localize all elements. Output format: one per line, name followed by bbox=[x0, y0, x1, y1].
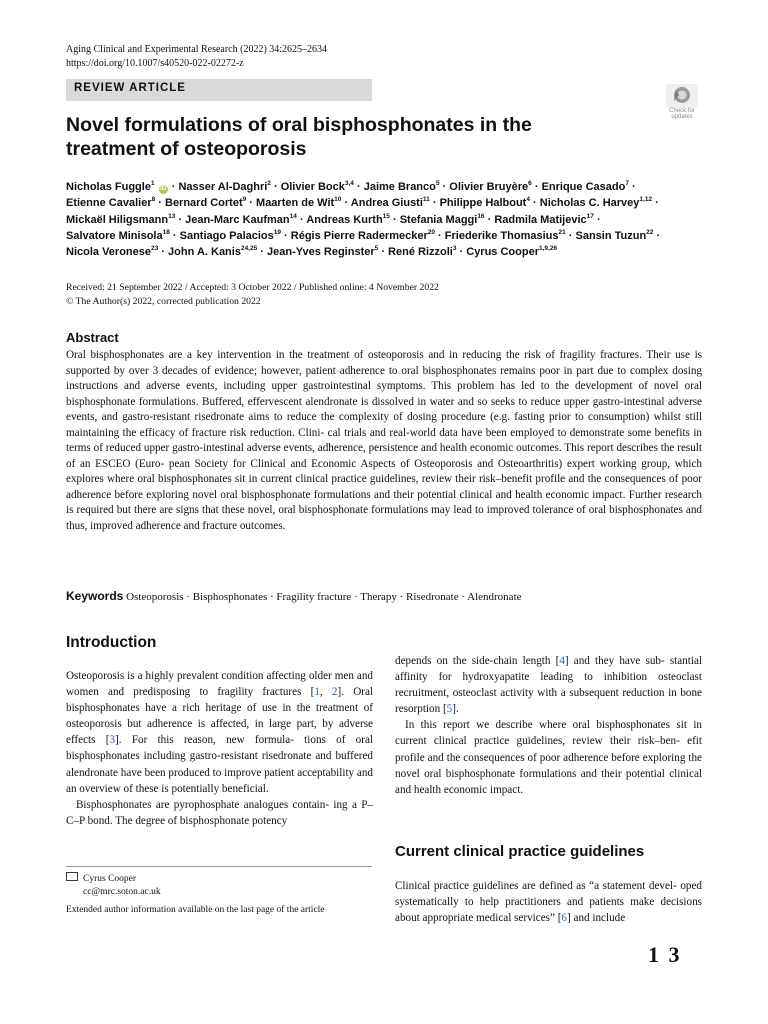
intro-p1-text-d: ]. For this reason, new formula- tions of oral bisphosphonates including gastro-resistant risedronate and buffered alendronate have been produced to improve patient acceptability and an overview of these is potentially beneficial. bbox=[66, 734, 374, 795]
author-affiliation: 14 bbox=[289, 212, 297, 220]
author-separator: · bbox=[158, 246, 169, 259]
author-separator: · bbox=[456, 246, 467, 259]
author-line bbox=[66, 212, 706, 228]
author-name[interactable]: Sansin Tuzun bbox=[575, 229, 647, 242]
author-separator: · bbox=[439, 181, 450, 193]
journal-citation: Aging Clinical and Experimental Research (2022) 34:2625–2634 bbox=[66, 44, 328, 55]
author-separator: · bbox=[296, 213, 307, 226]
check-updates-label bbox=[662, 108, 702, 120]
author-separator: · bbox=[155, 197, 165, 210]
author-name[interactable]: Jaime Branco bbox=[363, 181, 436, 193]
author-list bbox=[66, 179, 706, 260]
author-affiliation: 7 bbox=[625, 180, 629, 187]
intro-p3-text-c: ]. bbox=[452, 703, 459, 716]
author-name[interactable]: Andreas Kurth bbox=[306, 213, 383, 226]
intro-left-column bbox=[66, 668, 373, 829]
author-name[interactable]: Nicholas Fuggle bbox=[66, 181, 151, 193]
author-name[interactable]: Nasser Al-Daghri bbox=[178, 181, 268, 193]
author-affiliation: 19 bbox=[273, 228, 281, 236]
orcid-icon[interactable]: iD bbox=[160, 186, 167, 192]
intro-p3-text-a: depends on the side-chain length [ bbox=[395, 655, 560, 667]
author-separator: · bbox=[565, 229, 576, 242]
author-affiliation: 1,12 bbox=[639, 196, 653, 204]
author-separator: · bbox=[168, 181, 179, 193]
citation-5[interactable]: 5 bbox=[446, 703, 453, 716]
keywords-list: Osteoporosis · Bisphosphonates · Fragility fracture · Therapy · Risedronate · Alendronate bbox=[126, 591, 522, 603]
author-name[interactable]: Régis Pierre Radermecker bbox=[290, 229, 428, 242]
footnote-divider bbox=[66, 866, 372, 867]
author-line bbox=[66, 228, 706, 244]
author-name[interactable]: René Rizzoli bbox=[388, 246, 453, 259]
article-title bbox=[66, 113, 586, 161]
intro-paragraph-1 bbox=[66, 668, 373, 797]
intro-paragraph-3 bbox=[395, 653, 702, 717]
check-updates-icon bbox=[662, 84, 702, 108]
received-dates: Received: 21 September 2022 / Accepted: 3 October 2022 / Published online: 4 November 2022 bbox=[66, 282, 439, 293]
author-affiliation: 23 bbox=[151, 245, 159, 253]
author-name[interactable]: Enrique Casado bbox=[541, 181, 626, 193]
author-affiliation: 1 bbox=[150, 180, 155, 187]
author-separator: · bbox=[169, 229, 180, 242]
author-name[interactable]: Mickaël Hiligsmann bbox=[66, 213, 169, 226]
keywords-label: Keywords bbox=[66, 589, 124, 603]
author-name[interactable]: John A. Kanis bbox=[168, 246, 241, 259]
author-affiliation: 8 bbox=[151, 196, 156, 204]
introduction-heading: Introduction bbox=[66, 634, 157, 651]
author-separator: · bbox=[593, 213, 601, 226]
author-affiliation: 9 bbox=[242, 196, 247, 204]
author-affiliation: 20 bbox=[427, 228, 435, 236]
author-separator: · bbox=[281, 229, 291, 242]
intro-paragraph-4: In this report we describe where oral bisphosphonates sit in current clinical practice guidelines, review their risk–ben- efit profile and the consequences of poor adherence before exploring the novel oral bisphosphonate formulations and their potential clinical and health economic impact. bbox=[395, 719, 702, 796]
author-separator: · bbox=[429, 197, 440, 210]
author-separator: · bbox=[270, 181, 281, 193]
citation-1[interactable]: 1 bbox=[314, 686, 320, 699]
author-separator: · bbox=[628, 181, 636, 193]
author-separator: · bbox=[246, 197, 257, 210]
author-name[interactable]: Olivier Bock bbox=[280, 181, 345, 193]
author-name[interactable]: Jean-Yves Reginster bbox=[267, 246, 375, 259]
author-separator: · bbox=[175, 213, 186, 226]
citation-2[interactable]: 2 bbox=[331, 686, 338, 699]
corresponding-name: Cyrus Cooper bbox=[83, 874, 137, 884]
author-name[interactable]: Olivier Bruyère bbox=[449, 181, 529, 193]
guidelines-text-a: Clinical practice guidelines are defined as “a statement devel- oped systematically to help practitioners and patients make decisions about appropriate medical services” [ bbox=[395, 880, 702, 925]
author-affiliation: 18 bbox=[162, 228, 170, 236]
author-affiliation: 22 bbox=[646, 228, 654, 236]
author-separator: · bbox=[531, 181, 542, 193]
title-line-2: treatment of osteoporosis bbox=[66, 138, 307, 160]
author-separator: · bbox=[652, 197, 659, 210]
author-affiliation: 11 bbox=[422, 196, 430, 204]
author-separator: · bbox=[434, 229, 445, 242]
author-name[interactable]: Andrea Giusti bbox=[350, 197, 423, 210]
author-separator: · bbox=[353, 181, 364, 193]
author-name[interactable]: Etienne Cavalier bbox=[66, 197, 152, 210]
author-line bbox=[66, 195, 706, 211]
guidelines-paragraph bbox=[395, 878, 702, 926]
author-affiliation: 5 bbox=[374, 245, 379, 253]
author-name[interactable]: Maarten de Wit bbox=[256, 197, 335, 210]
guidelines-column bbox=[395, 878, 702, 926]
abstract-heading: Abstract bbox=[66, 330, 119, 345]
article-type-banner bbox=[66, 79, 372, 101]
author-name[interactable]: Philippe Halbout bbox=[439, 197, 527, 210]
doi-link[interactable]: https://doi.org/10.1007/s40520-022-02272-z bbox=[66, 58, 244, 69]
author-affiliation: 21 bbox=[558, 228, 566, 236]
author-affiliation: 2 bbox=[267, 180, 271, 187]
author-separator: · bbox=[529, 197, 540, 210]
author-name[interactable]: Jean-Marc Kaufman bbox=[185, 213, 290, 226]
author-separator: · bbox=[389, 213, 400, 226]
author-name[interactable]: Cyrus Cooper bbox=[466, 246, 539, 259]
citation-3[interactable]: 3 bbox=[109, 734, 116, 747]
publication-dates bbox=[66, 281, 439, 309]
title-line-1: Novel formulations of oral bisphosphonates in the bbox=[66, 114, 532, 136]
author-separator: · bbox=[484, 213, 495, 226]
author-name[interactable]: Salvatore Minisola bbox=[66, 229, 163, 242]
journal-header bbox=[66, 43, 327, 71]
author-affiliation: 4 bbox=[526, 196, 530, 204]
author-affiliation: 5 bbox=[435, 180, 440, 187]
author-separator: · bbox=[257, 246, 268, 259]
corresponding-author bbox=[66, 872, 161, 899]
author-affiliation: 6 bbox=[528, 180, 532, 187]
intro-p1-text-c: ]. Oral bisphosphonates have a rich heritage of use in the treatment of osteoporosis but adherence is affected, in large part, by adverse effects [ bbox=[66, 686, 373, 747]
check-updates-label-2: updates bbox=[671, 114, 693, 120]
author-separator: · bbox=[378, 246, 389, 259]
article-type: REVIEW ARTICLE bbox=[74, 82, 186, 94]
envelope-icon bbox=[66, 872, 78, 881]
springer-page-mark: 1 3 bbox=[648, 942, 682, 967]
author-affiliation: 1,9,26 bbox=[539, 245, 558, 253]
intro-paragraph-2: Bisphosphonates are pyrophosphate analogues contain- ing a P–C–P bond. The degree of bisphosphonate potency bbox=[66, 798, 373, 827]
guidelines-heading: Current clinical practice guidelines bbox=[395, 843, 645, 860]
author-name[interactable]: Radmila Matijevic bbox=[494, 213, 587, 226]
extended-author-note: Extended author information available on the last page of the article bbox=[66, 905, 325, 915]
author-line bbox=[66, 244, 706, 260]
author-name[interactable]: Santiago Palacios bbox=[179, 229, 274, 242]
corresponding-email[interactable]: cc@mrc.soton.ac.uk bbox=[83, 887, 161, 897]
guidelines-text-b: ] and include bbox=[567, 912, 626, 925]
citation-6[interactable]: 6 bbox=[561, 912, 567, 925]
author-separator: · bbox=[653, 229, 661, 242]
check-for-updates-badge[interactable] bbox=[662, 84, 702, 122]
author-affiliation: 24,25 bbox=[240, 245, 258, 253]
author-affiliation: 15 bbox=[382, 212, 390, 220]
author-affiliation: 13 bbox=[168, 212, 176, 220]
check-updates-label-1: Check for bbox=[669, 108, 695, 114]
author-affiliation: 10 bbox=[334, 196, 342, 204]
copyright-notice: © The Author(s) 2022, corrected publication 2022 bbox=[66, 296, 261, 307]
author-name[interactable]: Nicola Veronese bbox=[66, 246, 151, 259]
author-affiliation: 17 bbox=[586, 212, 594, 220]
author-affiliation: 3,4 bbox=[344, 180, 354, 187]
author-name[interactable]: Friederike Thomasius bbox=[444, 229, 559, 242]
intro-right-column bbox=[395, 653, 702, 798]
author-affiliation: 16 bbox=[477, 212, 485, 220]
author-separator: · bbox=[341, 197, 351, 210]
author-name[interactable]: Bernard Cortet bbox=[165, 197, 243, 210]
intro-p1-text-b: , bbox=[319, 686, 332, 699]
author-affiliation: 3 bbox=[452, 245, 457, 253]
author-name[interactable]: Stefania Maggi bbox=[399, 213, 478, 226]
citation-4[interactable]: 4 bbox=[559, 655, 565, 667]
author-name[interactable]: Nicholas C. Harvey bbox=[539, 197, 640, 210]
keywords bbox=[66, 589, 522, 605]
author-line bbox=[66, 179, 706, 195]
abstract-text: Oral bisphosphonates are a key intervention in the treatment of osteoporosis and in reducing the risk of fragility fractures. Their use is supported by over 3 decades of evidence; however, patient adherence to oral bisphosphonates remains poor in part due to complex dosing instructions and adverse events, including upper gastrointestinal symptoms. This problem has led to the development of novel oral bisphosphonate formulations. Buffered, effervescent alendronate is dissolved in water and so seeks to reduce upper gastro-intestinal adverse events, and gastro-resistant risedronate aims to reduce the complexity of dosing procedure (e.g. fasting prior to consumption) whilst still maintaining the efficacy of fracture risk reduction. Clini- cal trials and real-world data have been employed to demonstrate some benefits in terms of reduced upper gastro-intestinal adverse events, adherence, persistence and health economic outcomes. This report describes the result of an ESCEO (Euro- pean Society for Clinical and Economic Aspects of Osteoporosis and Osteoarthritis) expert working group, which explores where oral bisphosphonates sit in current clinical practice guidelines, review their risk–benefit profile and the consequences of poor adherence before exploring novel oral bisphosphonate formulations and their potential clinical and health economic impact. Further research is required but there are signs that these novel, oral bisphosphonate formulations may lead to improved tolerance of oral bisphosphonates and thus, improved adherence and fracture outcomes. bbox=[66, 349, 702, 532]
intro-p3-text-b: ] and they have sub- stantial affinity for hydroxyapatite leading to inhibition osteoclast recruitment, osteoclast activity with a subsequent reduction in bone resorption [ bbox=[395, 655, 702, 716]
intro-p1-text-a: Osteoporosis is a highly prevalent condition affecting older men and women and predisposing to fragility fractures [ bbox=[66, 670, 373, 699]
